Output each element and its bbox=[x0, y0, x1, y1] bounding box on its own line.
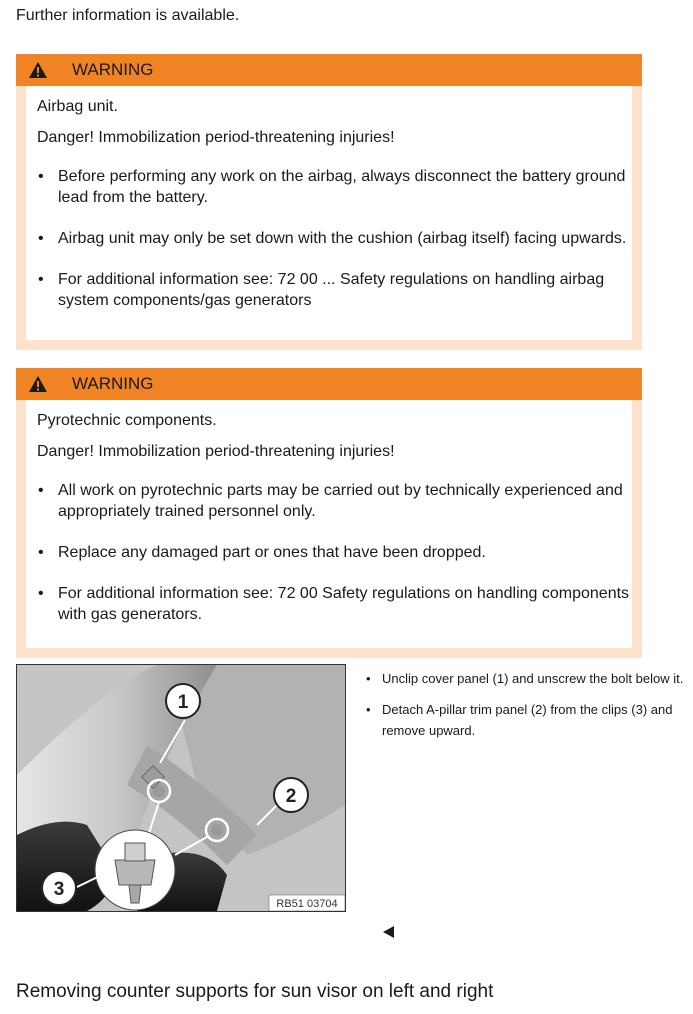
warning-title: Pyrotechnic components. bbox=[37, 412, 217, 429]
callout-1-label: 1 bbox=[177, 692, 189, 713]
a-pillar-illustration bbox=[17, 665, 345, 911]
warning-danger: Danger! Immobilization period-threatening injuries! bbox=[37, 443, 395, 460]
warning-header bbox=[16, 54, 642, 86]
warning-body bbox=[26, 400, 632, 648]
steps-list bbox=[366, 668, 688, 741]
warning-list bbox=[37, 166, 632, 311]
list-item: • Detach A-pillar trim panel (2) from the clips (3) and remove upward. bbox=[366, 699, 688, 741]
warning-title: Airbag unit. bbox=[37, 98, 118, 115]
callout-1 bbox=[166, 684, 200, 718]
intro-text: Further information is available. bbox=[16, 7, 240, 24]
list-item: • Airbag unit may only be set down with the cushion (airbag itself) facing upwards. bbox=[37, 228, 632, 249]
list-item: • Unclip cover panel (1) and unscrew the bolt below it. bbox=[366, 668, 688, 689]
warning-label: WARNING bbox=[72, 374, 154, 393]
list-item: • For additional information see: 72 00 ... Safety regulations on handling airbag system components/gas generators bbox=[37, 269, 632, 311]
warning-body bbox=[26, 86, 632, 340]
list-item: • Before performing any work on the airbag, always disconnect the battery ground lead from the battery. bbox=[37, 166, 632, 208]
warning-danger: Danger! Immobilization period-threatening injuries! bbox=[37, 129, 395, 146]
section-heading: Removing counter supports for sun visor on left and right bbox=[16, 981, 494, 1002]
list-item: • For additional information see: 72 00 Safety regulations on handling components with gas generators. bbox=[37, 583, 632, 625]
warning-triangle-icon bbox=[28, 375, 48, 393]
list-item: • Replace any damaged part or ones that have been dropped. bbox=[37, 542, 632, 563]
callout-2 bbox=[274, 778, 308, 812]
warning-triangle-icon bbox=[28, 61, 48, 79]
end-marker-icon bbox=[382, 924, 394, 940]
warning-box-airbag bbox=[16, 54, 642, 350]
list-item: • All work on pyrotechnic parts may be carried out by technically experienced and appropriately trained personnel only. bbox=[37, 480, 632, 522]
callout-3-label: 3 bbox=[53, 879, 65, 900]
warning-header bbox=[16, 368, 642, 400]
callout-2-label: 2 bbox=[285, 786, 297, 807]
figure-code: RB51 03704 bbox=[276, 898, 338, 910]
instruction-steps bbox=[366, 668, 688, 751]
callout-3 bbox=[42, 871, 76, 905]
warning-box-pyrotechnic bbox=[16, 368, 642, 658]
warning-list bbox=[37, 480, 632, 625]
warning-label: WARNING bbox=[72, 60, 154, 79]
a-pillar-figure bbox=[16, 664, 346, 912]
